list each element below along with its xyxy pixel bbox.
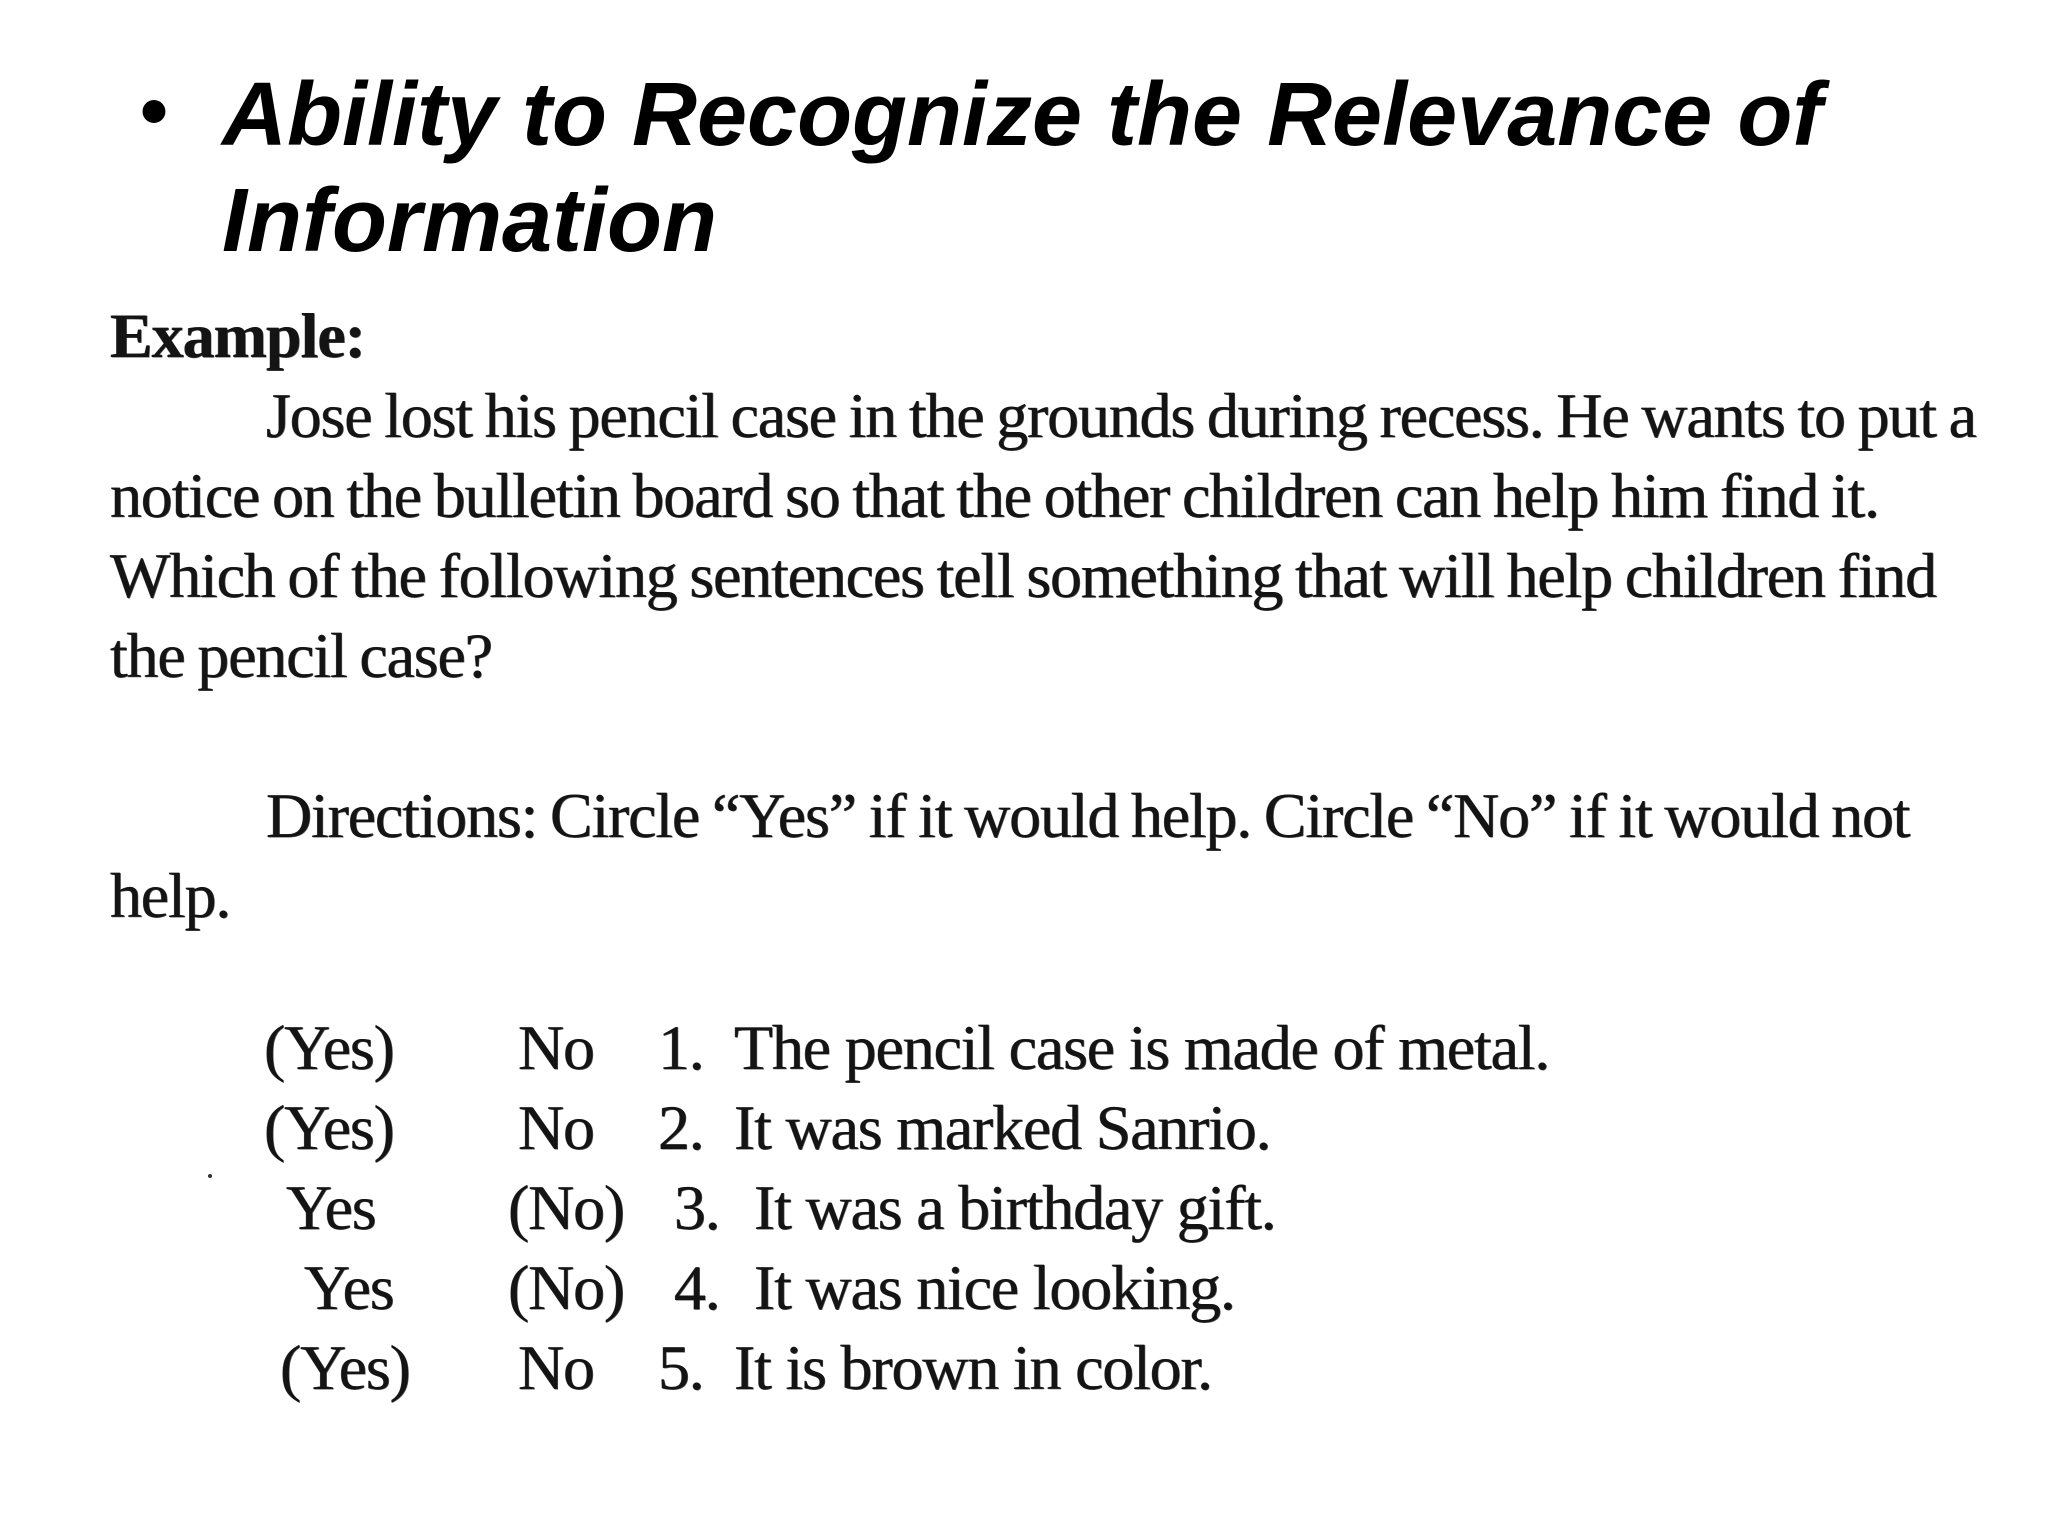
answer-number: 5. xyxy=(658,1332,704,1403)
answer-no: (No) xyxy=(508,1252,625,1323)
scan-speck xyxy=(208,1174,212,1178)
answer-statement: The pencil case is made of metal. xyxy=(734,1012,1550,1083)
answer-no: (No) xyxy=(508,1172,625,1243)
answer-number: 2. xyxy=(658,1092,704,1163)
answer-number: 4. xyxy=(674,1252,720,1323)
answer-no: No xyxy=(518,1332,594,1403)
answer-yes: (Yes) xyxy=(264,1092,394,1163)
scanned-example xyxy=(110,296,1990,1000)
slide-title-text: Ability to Recognize the Relevance of Information xyxy=(222,65,1823,271)
answer-statement: It is brown in color. xyxy=(734,1332,1212,1403)
answer-yes: Yes xyxy=(286,1172,376,1243)
answer-yes: (Yes) xyxy=(264,1012,394,1083)
answer-statement: It was a birthday gift. xyxy=(754,1172,1276,1243)
answer-no: No xyxy=(518,1092,594,1163)
answer-yes: (Yes) xyxy=(280,1332,410,1403)
answer-no: No xyxy=(518,1012,594,1083)
answer-statement: It was nice looking. xyxy=(754,1252,1235,1323)
answer-number: 3. xyxy=(674,1172,720,1243)
answer-yes: Yes xyxy=(304,1252,394,1323)
example-passage: Jose lost his pencil case in the grounds during recess. He wants to put a notice on the bulletin board so that the other children can help him find it. Which of the following sentences tell something that will help children find the pencil case? xyxy=(110,380,1976,691)
bullet-icon: • xyxy=(140,66,169,155)
example-label: Example: xyxy=(110,300,366,371)
slide-title xyxy=(140,62,1940,274)
answer-statement: It was marked Sanrio. xyxy=(734,1092,1271,1163)
example-directions: Directions: Circle “Yes” if it would help. Circle “No” if it would not help. xyxy=(110,780,1910,931)
answer-number: 1. xyxy=(658,1012,704,1083)
